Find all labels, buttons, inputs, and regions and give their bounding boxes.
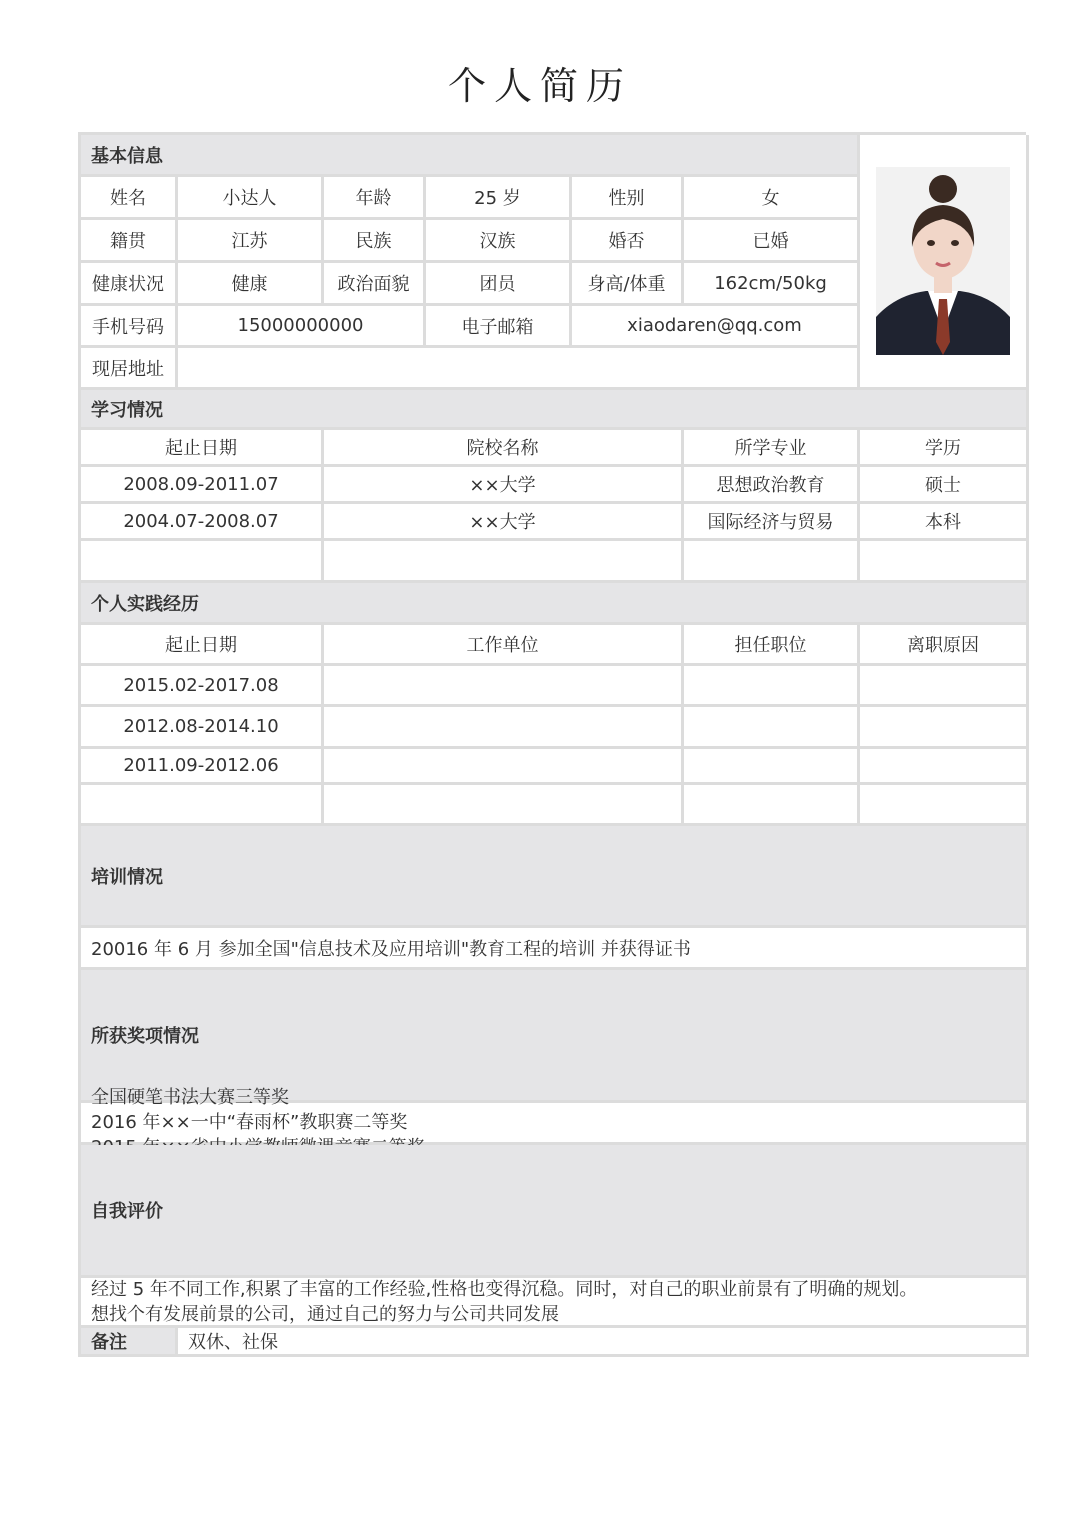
edu-header-major: 所学专业	[684, 430, 860, 467]
section-education: 学习情况	[81, 390, 1029, 430]
practice-cell	[684, 785, 860, 826]
practice-header-dates: 起止日期	[81, 625, 324, 666]
edu-cell: 本科	[860, 504, 1029, 541]
edu-cell	[324, 541, 684, 583]
edu-cell: 硕士	[860, 467, 1029, 504]
political-label: 政治面貌	[324, 263, 426, 306]
evaluation-text	[81, 1278, 1029, 1328]
practice-header-position: 担任职位	[684, 625, 860, 666]
award-item: 2016 年××一中“春雨杯”教职赛二等奖	[91, 1112, 408, 1133]
practice-cell	[81, 785, 324, 826]
portrait-icon	[876, 167, 1010, 355]
edu-cell	[684, 541, 860, 583]
evaluation-line: 想找个有发展前景的公司，通过自己的努力与公司共同发展	[91, 1303, 559, 1325]
edu-cell: 思想政治教育	[684, 467, 860, 504]
portrait-photo	[876, 167, 1010, 355]
edu-cell: ××大学	[324, 467, 684, 504]
age-value: 25 岁	[426, 177, 572, 220]
remarks-label: 备注	[81, 1328, 178, 1357]
awards-list	[81, 1087, 1029, 1145]
practice-cell	[860, 666, 1029, 707]
edu-cell: 国际经济与贸易	[684, 504, 860, 541]
remarks-value: 双休、社保	[178, 1328, 1029, 1357]
practice-cell	[324, 785, 684, 826]
native-label: 籍贯	[81, 220, 178, 263]
ethnic-value: 汉族	[426, 220, 572, 263]
practice-cell	[860, 707, 1029, 749]
gender-value: 女	[684, 177, 860, 220]
phone-label: 手机号码	[81, 306, 178, 348]
training-text: 20016 年 6 月 参加全国"信息技术及应用培训"教育工程的培训 并获得证书	[81, 928, 1029, 970]
address-value	[178, 348, 860, 390]
practice-cell	[324, 749, 684, 785]
height-weight-value: 162cm/50kg	[684, 263, 860, 306]
address-label: 现居地址	[81, 348, 178, 390]
name-label: 姓名	[81, 177, 178, 220]
health-label: 健康状况	[81, 263, 178, 306]
section-training: 培训情况	[81, 826, 1029, 928]
edu-header-dates: 起止日期	[81, 430, 324, 467]
section-basic-info: 基本信息	[81, 135, 860, 177]
practice-cell	[684, 707, 860, 749]
native-value: 江苏	[178, 220, 324, 263]
resume-table	[78, 132, 1026, 1357]
health-value: 健康	[178, 263, 324, 306]
phone-value: 15000000000	[178, 306, 426, 348]
practice-cell	[324, 666, 684, 707]
resume-grid	[78, 132, 1026, 1357]
email-label: 电子邮箱	[426, 306, 572, 348]
edu-cell	[860, 541, 1029, 583]
email-value: xiaodaren@qq.com	[572, 306, 860, 348]
gender-label: 性别	[572, 177, 684, 220]
edu-cell	[81, 541, 324, 583]
name-value: 小达人	[178, 177, 324, 220]
practice-cell	[684, 666, 860, 707]
section-awards: 所获奖项情况	[81, 970, 1029, 1103]
age-label: 年龄	[324, 177, 426, 220]
edu-header-school: 院校名称	[324, 430, 684, 467]
practice-cell	[684, 749, 860, 785]
practice-cell	[860, 785, 1029, 826]
section-evaluation: 自我评价	[81, 1145, 1029, 1278]
political-value: 团员	[426, 263, 572, 306]
height-weight-label: 身高/体重	[572, 263, 684, 306]
page-title: 个人简历	[447, 64, 632, 108]
marital-value: 已婚	[684, 220, 860, 263]
edu-header-degree: 学历	[860, 430, 1029, 467]
edu-cell: ××大学	[324, 504, 684, 541]
edu-cell: 2004.07-2008.07	[81, 504, 324, 541]
ethnic-label: 民族	[324, 220, 426, 263]
practice-cell: 2012.08-2014.10	[81, 707, 324, 749]
practice-header-reason: 离职原因	[860, 625, 1029, 666]
practice-cell	[860, 749, 1029, 785]
evaluation-line: 经过 5 年不同工作,积累了丰富的工作经验,性格也变得沉稳。同时，对自己的职业前景有了明确的规划。	[91, 1278, 918, 1300]
edu-cell: 2008.09-2011.07	[81, 467, 324, 504]
marital-label: 婚否	[572, 220, 684, 263]
practice-header-company: 工作单位	[324, 625, 684, 666]
practice-cell: 2011.09-2012.06	[81, 749, 324, 785]
photo-cell	[860, 135, 1029, 390]
award-item: 全国硬笔书法大赛三等奖	[91, 1087, 289, 1108]
practice-cell: 2015.02-2017.08	[81, 666, 324, 707]
section-practice: 个人实践经历	[81, 583, 1029, 625]
practice-cell	[324, 707, 684, 749]
